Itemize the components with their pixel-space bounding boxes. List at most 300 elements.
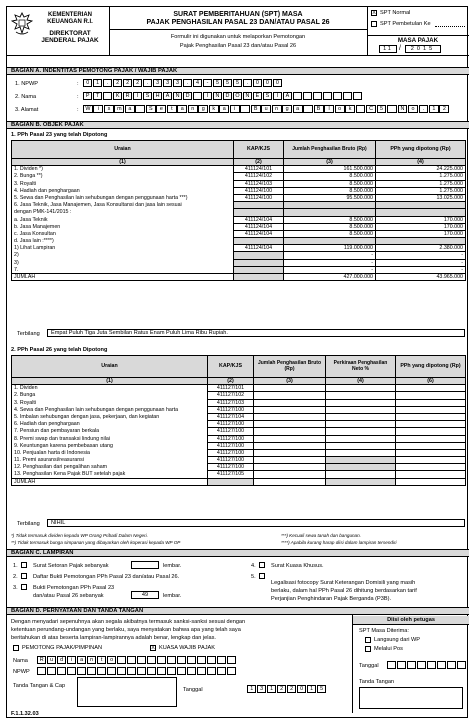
directorate-name: DIREKTORAT JENDERAL PAJAK <box>41 30 99 45</box>
section-c-title: BAGIAN C. LAMPIRAN <box>7 549 469 557</box>
cell-kap: 411124/104 <box>234 223 284 230</box>
table-row <box>12 413 466 420</box>
char-cell <box>137 656 146 664</box>
char-cell <box>427 661 436 669</box>
jumlah23-bruto[interactable]: 427.000.000 <box>284 274 376 281</box>
char-cell <box>167 667 176 675</box>
cell-pph[interactable] <box>396 385 466 392</box>
row-label: d. Jasa lain :****) <box>12 238 234 245</box>
signature-box[interactable] <box>77 677 177 707</box>
char-cell: u <box>261 105 271 113</box>
cell-kap: 411124/104 <box>234 245 284 252</box>
alamat-field[interactable] <box>83 105 450 113</box>
cell-pph[interactable]: 170.000 <box>376 223 466 230</box>
cell-bruto[interactable] <box>254 421 326 428</box>
sig-npwp-field[interactable] <box>37 667 237 675</box>
lampiran-domisili-checkbox[interactable] <box>259 573 265 579</box>
char-cell: 0 <box>253 79 262 87</box>
char-cell: O <box>233 92 242 100</box>
row-label: 5. Imbalan sehubungan dengan jasa, pekerjaan, dan kegiatan <box>12 413 208 420</box>
cell-bruto[interactable] <box>254 464 326 471</box>
char-cell <box>397 661 406 669</box>
lampiran-kuasa-checkbox[interactable] <box>259 562 265 568</box>
cell-perkiraan[interactable] <box>326 392 396 399</box>
statement-3: beritahukan di atas beserta lampiran-lampirannya adalah benar, lengkap dan jelas. <box>11 635 216 641</box>
cell-kap: 411127/100 <box>208 428 254 435</box>
statement-2: ketentuan perundang-undangan yang berlaku, saya menyatakan bahwa apa yang telah saya <box>11 627 241 633</box>
langsung-wp-checkbox[interactable] <box>365 637 371 643</box>
char-cell: 5 <box>223 79 232 87</box>
ministry-name: KEMENTERIAN KEUANGAN R.I. <box>47 12 93 25</box>
cell-pph[interactable] <box>376 209 466 216</box>
cell-pph[interactable] <box>396 435 466 442</box>
lampiran-ssp-checkbox[interactable] <box>21 562 27 568</box>
char-cell: 1 <box>93 79 102 87</box>
cell-kap <box>234 209 284 216</box>
char-cell: 0 <box>263 79 272 87</box>
cell-perkiraan[interactable] <box>326 413 396 420</box>
char-cell <box>187 667 196 675</box>
char-cell: g <box>198 105 208 113</box>
cell-pph[interactable] <box>396 449 466 456</box>
cell-pph[interactable]: - <box>376 259 466 266</box>
cell-pph[interactable]: 1.275.000 <box>376 180 466 187</box>
cell-bruto[interactable]: 8.500.000 <box>284 173 376 180</box>
jumlah23-label: JUMLAH <box>12 274 234 281</box>
row-label: 1. Dividen *) <box>12 166 234 173</box>
masa-pajak-label: MASA PAJAK <box>397 37 439 44</box>
cell-kap: 411124/104 <box>234 216 284 223</box>
char-cell <box>437 661 446 669</box>
cell-bruto[interactable] <box>284 209 376 216</box>
char-cell: o <box>335 105 345 113</box>
cell-bruto[interactable]: - <box>284 252 376 259</box>
petugas-signature-box[interactable] <box>359 687 463 709</box>
spt-pembetulan-label: SPT Pembetulan Ke <box>380 21 431 27</box>
cell-bruto[interactable] <box>254 449 326 456</box>
pph26-table: Uraian KAP/KJS Jumlah Penghasilan Bruto (Rp) Perkiraan Penghasilan Neto % PPh yang dipotong (Rp) (1) (2) (3) (4) (6) 1. Dividen 411127/101 2. Bunga 411127/102 3. Royalti 411127/103 4. Sewa dan Penghasilan lain sehubungan dengan penggunaan harta 411127/100 5. Imbalan sehubungan dengan jasa, pekerjaan, dan kegiatan 411127/104 6. Hadiah dan penghargaan 411127/100 7. Pensiun dan pembayaran berkala 411127/100 8. Premi swap dan transaksi lindung nilai 411127/100 9. Keuntungan karena pembebasan utang 411127/100 10. Penjualan harta di Indonesia 411127/100 11. Premi asuransi/reasuransi 411127/100 12. Penghasilan dari pengalihan saham 411127/100 13. Penghasilan Kena Pajak BUT setelah pajak 411127/105 JUMLAH <box>11 355 466 486</box>
cell-kap: 411127/100 <box>208 421 254 428</box>
row-label: 12. Penghasilan dari pengalihan saham <box>12 464 208 471</box>
cell-bruto[interactable] <box>254 442 326 449</box>
cell-perkiraan[interactable] <box>326 399 396 406</box>
char-cell: g <box>282 105 292 113</box>
char-cell <box>333 92 342 100</box>
cell-perkiraan[interactable] <box>326 449 396 456</box>
row-label: 4. Sewa dan Penghasilan lain sehubungan dengan penggunaan harta <box>12 406 208 413</box>
sig-tanggal-field[interactable] <box>247 685 327 693</box>
section-d-title: BAGIAN D. PERNYATAAN DAN TANDA TANGAN <box>7 607 469 615</box>
pph23-title: 1. PPh Pasal 23 yang telah Dipotong <box>11 132 108 138</box>
cell-pph[interactable]: 170.000 <box>376 216 466 223</box>
pph26-title: 2. PPh Pasal 26 yang telah Dipotong <box>11 347 108 353</box>
spt-normal-checkbox[interactable]: X <box>372 10 376 16</box>
char-cell <box>167 656 176 664</box>
char-cell: S <box>143 92 152 100</box>
cell-kap: 411124/103 <box>234 180 284 187</box>
row-label: 3. Royalti <box>12 180 234 187</box>
table-row <box>12 223 466 230</box>
table-row <box>12 202 466 209</box>
cell-bruto[interactable] <box>254 385 326 392</box>
char-cell: 2 <box>277 685 286 693</box>
cell-kap <box>234 252 284 259</box>
row-label: 13. Penghasilan Kena Pajak BUT setelah pajak <box>12 471 208 478</box>
char-cell <box>407 661 416 669</box>
melalui-pos-checkbox[interactable] <box>365 646 371 652</box>
table-row <box>12 245 466 252</box>
statement-1: Dengan menyadari sepenuhnya akan segala akibatnya termasuk sanksi-sanksi sesuai dengan <box>11 619 246 625</box>
row-label: 8. Premi swap dan transaksi lindung nilai <box>12 435 208 442</box>
char-cell: 4 <box>193 79 202 87</box>
table-row <box>12 385 466 392</box>
row-label: 3) <box>12 259 234 266</box>
row-label: 10. Penjualan harta di Indonesia <box>12 449 208 456</box>
cell-pph[interactable] <box>376 238 466 245</box>
cell-bruto[interactable]: 8.500.000 <box>284 230 376 237</box>
cell-pph[interactable] <box>396 413 466 420</box>
char-cell <box>457 661 466 669</box>
cell-kap: 411124/100 <box>234 187 284 194</box>
jumlah26-bruto[interactable] <box>254 478 326 485</box>
char-cell: . <box>103 79 112 87</box>
char-cell <box>193 92 202 100</box>
lampiran-bukti-checkbox[interactable] <box>21 584 27 590</box>
char-cell <box>353 92 362 100</box>
pph23-table: Uraian KAP/KJS Jumlah Penghasilan Bruto (Rp) PPh yang dipotong (Rp) (1) (2) (3) (4) 1. Dividen *) 411124/101 161.500.000 24.225.000 2. Bunga **) 411124/102 8.500.000 1.275.000 3. Royalti 411124/103 8.500.000 1.275.000 4. Hadiah dan penghargaan 411124/100 8.500.000 1.275.000 5. Sewa dan Penghasilan lain sehubungan dengan penggunaan harta ***) 411124/100 95.500.000 13.025.000 6. Jasa Teknik, Jasa Manajemen, Jasa Konsultansi dan jasa lain sesuai dengan PMK-141/2015 : a. Jasa Teknik 411124/104 8.500.000 170.000 b. Jasa Manajemen 411124/104 8.500.000 170.000 c. Jasa Konsultan 411124/104 8.500.000 170.000 d. Jasa lain :****) 1) Lihat Lampiran 411124/104 119.000.000 2.380.000 2) - - 3) - - 7. - - JUMLAH 427.000.000 43.965.000 <box>11 140 466 281</box>
cell-bruto[interactable]: 8.500.000 <box>284 216 376 223</box>
col-perkiraan: Perkiraan Penghasilan Neto % <box>326 356 396 378</box>
char-cell: B <box>251 105 261 113</box>
char-cell <box>127 656 136 664</box>
npwp-label: 1. NPWP <box>15 81 39 87</box>
cell-bruto[interactable]: 119.000.000 <box>284 245 376 252</box>
cell-pph[interactable] <box>396 464 466 471</box>
form-subtitle-2: Pajak Penghasilan Pasal 23 dan/atau Pasal 26 <box>179 43 297 49</box>
cell-bruto[interactable] <box>254 471 326 478</box>
cell-bruto[interactable]: 161.500.000 <box>284 166 376 173</box>
char-cell: i <box>67 656 76 664</box>
char-cell: A <box>283 92 292 100</box>
petugas-tanggal-field[interactable] <box>387 661 467 669</box>
char-cell <box>356 105 366 113</box>
cell-bruto[interactable]: 8.500.000 <box>284 187 376 194</box>
cell-bruto[interactable] <box>254 392 326 399</box>
cell-pph[interactable]: 2.380.000 <box>376 245 466 252</box>
char-cell: 1 <box>307 685 316 693</box>
table-row <box>12 180 466 187</box>
cell-bruto[interactable] <box>254 428 326 435</box>
char-cell <box>187 656 196 664</box>
cell-pph[interactable] <box>396 457 466 464</box>
cell-pph[interactable] <box>396 406 466 413</box>
cell-kap: 411127/100 <box>208 464 254 471</box>
masa-month[interactable]: 11 <box>379 45 397 53</box>
char-cell: S <box>146 105 156 113</box>
cell-bruto[interactable] <box>254 399 326 406</box>
note-3: ***) Kecuali sewa tanah dan bangunan. <box>281 533 361 538</box>
cell-pph[interactable]: 170.000 <box>376 230 466 237</box>
cell-pph[interactable]: 13.025.000 <box>376 194 466 201</box>
cell-perkiraan[interactable] <box>326 428 396 435</box>
row-label: 3. Royalti <box>12 399 208 406</box>
row-label: c. Jasa Konsultan <box>12 230 234 237</box>
masa-year[interactable]: 2015 <box>405 45 441 53</box>
table-row <box>12 194 466 201</box>
char-cell: 1 <box>429 105 439 113</box>
char-cell: . <box>183 79 192 87</box>
spt-normal-label: SPT Normal <box>380 10 411 16</box>
char-cell <box>117 656 126 664</box>
sig-nama-label: Nama <box>13 658 28 664</box>
cell-perkiraan[interactable] <box>326 421 396 428</box>
char-cell <box>293 92 302 100</box>
sig-npwp-label: NPWP <box>13 669 30 675</box>
cell-kap <box>234 259 284 266</box>
table-row <box>12 449 466 456</box>
form-code: F.1.1.32.03 <box>11 711 39 717</box>
char-cell: a <box>77 656 86 664</box>
section-b-title: BAGIAN B. OBJEK PAJAK <box>7 121 469 129</box>
row-label: 11. Premi asuransi/reasuransi <box>12 457 208 464</box>
cell-perkiraan[interactable] <box>326 435 396 442</box>
char-cell: N <box>398 105 408 113</box>
char-cell: I <box>273 92 282 100</box>
cell-pph[interactable] <box>396 471 466 478</box>
cell-bruto[interactable]: 95.500.000 <box>284 194 376 201</box>
jumlah26-pph[interactable] <box>396 478 466 485</box>
terbilang23-label: Terbilang <box>17 331 40 337</box>
cell-pph[interactable] <box>396 392 466 399</box>
char-cell: t <box>167 105 177 113</box>
char-cell <box>107 667 116 675</box>
char-cell: 0 <box>83 79 92 87</box>
char-cell <box>227 667 236 675</box>
char-cell: 5 <box>213 79 222 87</box>
terbilang26-value[interactable]: NIHIL <box>47 519 465 527</box>
note-2: **) Tidak termasuk bunga simpanan yang dibayarkan oleh koperasi kepada WP OP <box>11 540 181 545</box>
char-cell <box>217 667 226 675</box>
sig-nama-field[interactable] <box>37 656 237 664</box>
section-a-title: BAGIAN A. INDENTITAS PEMOTONG PAJAK / WAJIB PAJAK <box>7 67 469 75</box>
char-cell <box>47 667 56 675</box>
char-cell: N <box>173 92 182 100</box>
table-row <box>12 442 466 449</box>
npwp-field[interactable] <box>83 79 283 87</box>
row-label: 5. Sewa dan Penghasilan lain sehubungan dengan penggunaan harta ***) <box>12 194 234 201</box>
row-label: 4. Hadiah dan penghargaan <box>12 187 234 194</box>
cell-bruto[interactable] <box>284 202 376 209</box>
char-cell: R <box>123 92 132 100</box>
cell-kap: 411127/100 <box>208 449 254 456</box>
char-cell: 5 <box>233 79 242 87</box>
cell-pph[interactable] <box>396 428 466 435</box>
char-cell: I <box>133 92 142 100</box>
cell-kap: 411124/100 <box>234 194 284 201</box>
cell-kap: 411127/100 <box>208 442 254 449</box>
cell-perkiraan[interactable] <box>326 464 396 471</box>
cell-kap: 411127/100 <box>208 457 254 464</box>
cell-perkiraan[interactable] <box>326 385 396 392</box>
char-cell: i <box>230 105 240 113</box>
terbilang26-label: Terbilang <box>17 521 40 527</box>
table-row <box>12 266 466 273</box>
char-cell <box>197 667 206 675</box>
char-cell: a <box>177 105 187 113</box>
lampiran-ssp-count[interactable] <box>131 561 159 569</box>
cell-perkiraan[interactable] <box>326 442 396 449</box>
char-cell: d <box>57 656 66 664</box>
cell-perkiraan[interactable] <box>326 471 396 478</box>
cell-pph[interactable]: 24.225.000 <box>376 166 466 173</box>
char-cell: a <box>293 105 303 113</box>
char-cell: m <box>114 105 124 113</box>
pemotong-checkbox[interactable] <box>13 645 19 651</box>
jumlah23-pph[interactable]: 43.965.000 <box>376 274 466 281</box>
char-cell <box>77 667 86 675</box>
char-cell <box>37 667 46 675</box>
char-cell: s <box>104 105 114 113</box>
table-row <box>12 392 466 399</box>
garuda-emblem-icon <box>11 12 33 36</box>
char-cell: I <box>203 92 212 100</box>
note-4: ****) Apabila kurang harap diisi dalam lampiran tersendiri <box>281 540 397 545</box>
form-subtitle-1: Formulir ini digunakan untuk melaporkan Pemotongan <box>170 34 306 40</box>
petugas-tanggal-label: Tanggal <box>359 663 379 669</box>
char-cell: l <box>324 105 334 113</box>
cell-pph[interactable] <box>396 442 466 449</box>
row-label: 7. Pensiun dan pembayaran berkala <box>12 428 208 435</box>
char-cell: 3 <box>153 79 162 87</box>
char-cell <box>177 667 186 675</box>
terbilang23-value[interactable]: Empat Puluh Tiga Juta Sembilan Ratus Enam Puluh Lima Ribu Rupiah. <box>47 329 465 337</box>
cell-pph[interactable]: - <box>376 266 466 273</box>
cell-bruto[interactable]: - <box>284 259 376 266</box>
char-cell <box>147 667 156 675</box>
char-cell: k <box>209 105 219 113</box>
char-cell <box>137 667 146 675</box>
char-cell: H <box>153 92 162 100</box>
cell-pph[interactable] <box>396 399 466 406</box>
char-cell <box>417 661 426 669</box>
cell-kap <box>234 238 284 245</box>
table-row <box>12 406 466 413</box>
petugas-ttd-label: Tanda Tangan <box>359 679 395 685</box>
char-cell <box>207 667 216 675</box>
table-row <box>12 252 466 259</box>
table-row <box>12 457 466 464</box>
char-cell <box>117 667 126 675</box>
char-cell <box>67 667 76 675</box>
table-row <box>12 399 466 406</box>
kuasa-checkbox[interactable]: X <box>151 645 155 651</box>
cell-bruto[interactable]: 8.500.000 <box>284 223 376 230</box>
cell-perkiraan[interactable] <box>326 406 396 413</box>
cell-kap: 411127/105 <box>208 471 254 478</box>
cell-kap: 411127/100 <box>208 435 254 442</box>
form-title-2: PAJAK PENGHASILAN PASAL 23 DAN/ATAU PASAL 26 <box>146 19 330 26</box>
cell-bruto[interactable]: - <box>284 266 376 273</box>
row-label: 2. Bunga <box>12 392 208 399</box>
char-cell: n <box>87 656 96 664</box>
char-cell: n <box>272 105 282 113</box>
cell-pph[interactable] <box>376 202 466 209</box>
table-row <box>12 421 466 428</box>
row-label: 2. Bunga **) <box>12 173 234 180</box>
char-cell: e <box>156 105 166 113</box>
cell-kap: 411127/102 <box>208 392 254 399</box>
char-cell: . <box>243 79 252 87</box>
table-row <box>12 216 466 223</box>
char-cell <box>227 656 236 664</box>
cell-kap: 411124/104 <box>234 230 284 237</box>
char-cell <box>323 92 332 100</box>
char-cell: 3 <box>257 685 266 693</box>
char-cell <box>303 92 312 100</box>
cell-kap: 411127/100 <box>208 406 254 413</box>
char-cell: K <box>113 92 122 100</box>
char-cell <box>197 656 206 664</box>
char-cell: C <box>366 105 376 113</box>
sig-tanggal-label: Tanggal <box>183 687 203 693</box>
cell-kap: 411127/103 <box>208 399 254 406</box>
char-cell: 1 <box>267 685 276 693</box>
char-cell: R <box>37 656 46 664</box>
char-cell: 3 <box>173 79 182 87</box>
alamat-label: 3. Alamat <box>15 107 39 113</box>
row-label: a. Jasa Teknik <box>12 216 234 223</box>
cell-bruto[interactable] <box>254 435 326 442</box>
nama-label: 2. Nama <box>15 94 37 100</box>
char-cell: 2 <box>113 79 122 87</box>
cell-bruto[interactable]: 8.500.000 <box>284 180 376 187</box>
char-cell <box>177 656 186 664</box>
cell-perkiraan[interactable] <box>326 457 396 464</box>
char-cell: . <box>143 79 152 87</box>
cell-pph[interactable]: - <box>376 252 466 259</box>
nama-field[interactable] <box>83 92 363 100</box>
row-label: 2) <box>12 252 234 259</box>
cell-pph[interactable]: 1.275.000 <box>376 173 466 180</box>
char-cell <box>97 667 106 675</box>
char-cell: o <box>107 656 116 664</box>
char-cell: 2 <box>439 105 449 113</box>
cell-bruto[interactable] <box>254 406 326 413</box>
table-row <box>12 230 466 237</box>
lampiran-daftar-checkbox[interactable] <box>21 573 27 579</box>
spt-pembetulan-checkbox[interactable] <box>371 21 377 27</box>
char-cell: W <box>83 105 93 113</box>
lampiran-bukti-count[interactable]: 49 <box>131 591 159 599</box>
table-row <box>12 166 466 173</box>
cell-bruto[interactable] <box>254 413 326 420</box>
cell-bruto[interactable] <box>284 238 376 245</box>
cell-bruto[interactable] <box>254 457 326 464</box>
spt-form: KEMENTERIAN KEUANGAN R.I. DIREKTORAT JENDERAL PAJAK SURAT PEMBERITAHUAN (SPT) MASA PAJAK PENGHASILAN PASAL 23 DAN/ATAU PASAL 26 Formulir ini digunakan untuk melaporkan Pemotongan Pajak Penghasilan Pasal 23 dan/atau Pasal 26 X SPT Normal SPT Pembetulan Ke MASA PAJAK 11 / 2015 BAGIAN A. INDENTITAS PEMOTONG PAJAK / WAJIB PAJAK 1. NPWP : 0 1 . 2 2 2 . 3 3 3 . 4 - 5 5 5 . 0 0 0 2. Nama : P T K R I S H A N D I N D O N E S I A 3. Alamat : W i s m a S e t a n g k a i B u n g a B l o k C 5 N o . 1 2 BAGIAN B. OBJEK PAJAK 1. PPh Pasal 23 yang telah Dipotong Uraian KAP/KJS Jumlah Penghasilan Bruto (Rp) PPh yang dipotong (Rp) (1) (2) (3) (4) 1. Dividen *) 411124/101 161.500.000 24.225.000 2. Bunga **) 411124/102 8.500.000 1.275.000 3. Royalti 411124/103 8.500.000 1.275.000 4. Hadiah dan penghargaan 411124/100 8.500.000 1.275.000 5. Sewa dan Penghasilan lain sehubungan dengan penggunaan harta ***) 411124/100 95.500.000 13.025.000 6. Jasa Teknik, Jasa Manajemen, Jasa Konsultansi dan jasa lain sesuai dengan PMK-141/2015 : a. Jasa Teknik 411124/104 8.500.000 170.000 b. Jasa Manajemen 411124/104 8.500.000 170.000 c. Jasa Konsultan 411124/104 8.500.000 170.000 d. Jasa lain :****) 1) Lihat Lampiran 411124/104 119.000.000 2.380.000 2) - - 3) - - 7. - - JUMLAH 427.000.000 43.965.000 Terbilang Empat Puluh Tiga Juta Sembilan Ratus Enam Puluh Lima Ribu Rupiah. 2. PPh Pasal 26 yang telah Dipotong Uraian KAP/KJS Jumlah Penghasilan Bruto (Rp) Perkiraan Penghasilan Neto % PPh yang dipotong (Rp) (1) (2) (3) (4) (6) 1. Dividen 411127/101 2. Bunga 411127/102 3. Royalti 411127/103 4. Sewa dan Penghasilan lain sehubungan dengan penggunaan harta 411127/100 5. Imbalan sehubungan dengan jasa, pekerjaan, dan kegiatan 411127/104 6. Hadiah dan penghargaan 411127/100 7. Pensiun dan pembayaran berkala 411127/100 8. Premi swap dan transaksi lindung nilai 411127/100 9. Keuntungan karena pembebasan utang 411127/100 10. Penjualan harta di Indonesia 411127/100 11. Premi asuransi/reasuransi 411127/100 12. Penghasilan dari pengalihan saham 411127/100 13. Penghasilan Kena Pajak BUT setelah pajak 411127/105 JUMLAH Terbilang NIHIL *) Tidak termasuk dividen kepada WP Orang Pribadi Dalam Negeri. **) Tidak termasuk bunga simpanan yang dibayarkan oleh koperasi kepada WP OP ***) Kecuali sewa tanah dan bangunan. ****) Apabila kurang harap diisi dalam lampiran tersendiri BAGIAN C. LAMPIRAN 1. Surat Setoran Pajak sebanyak lembar. 2. Daftar Bukti Pemotongan PPh Pasal 23 dan/atau Pasal 26. 3. Bukti Pemotongan PPh Pasal 23 dan/atau Pasal 26 sebanyak 49 lembar. 4. Surat Kuasa Khusus. 5. Legalisasi fotocopy Surat Keterangan Domisili yang masih berlaku, dalam hal PPh Pasal 26 dihitung berdasarkan tarif Perjanjian Penghindaran Pajak Berganda (P3B). BAGIAN D. PERNYATAAN DAN TANDA TANGAN Dengan menyadari sepenuhnya akan segala akibatnya termasuk sanksi-sanksi sesuai dengan ketentuan perundang-undangan yang berlaku, saya menyatakan bahwa apa yang telah saya beritahukan di atas beserta lampiran-lampirannya adalah benar, lengkap dan jelas. PEMOTONG PAJAK/PIMPINAN X KUASA WAJIB PAJAK Nama R u d i a n t o NPWP Tanda Tangan & Cap Tanggal 1 3 1 2 2 0 1 5 Diisi oleh petugas SPT Masa Diterima: Langsung dari WP Melalui Pos Tanggal Tanda Tangan F.1.1.32.03 <box>6 6 468 718</box>
char-cell: P <box>83 92 92 100</box>
char-cell: a <box>219 105 229 113</box>
char-cell: D <box>223 92 232 100</box>
char-cell: D <box>183 92 192 100</box>
char-cell <box>127 667 136 675</box>
char-cell <box>387 105 397 113</box>
jumlah26-label: JUMLAH <box>12 478 208 485</box>
form-title-1: SURAT PEMBERITAHUAN (SPT) MASA <box>173 11 303 18</box>
sig-ttd-label: Tanda Tangan & Cap <box>13 683 66 689</box>
char-cell: 3 <box>163 79 172 87</box>
cell-pph[interactable] <box>396 421 466 428</box>
cell-pph[interactable]: 1.275.000 <box>376 187 466 194</box>
